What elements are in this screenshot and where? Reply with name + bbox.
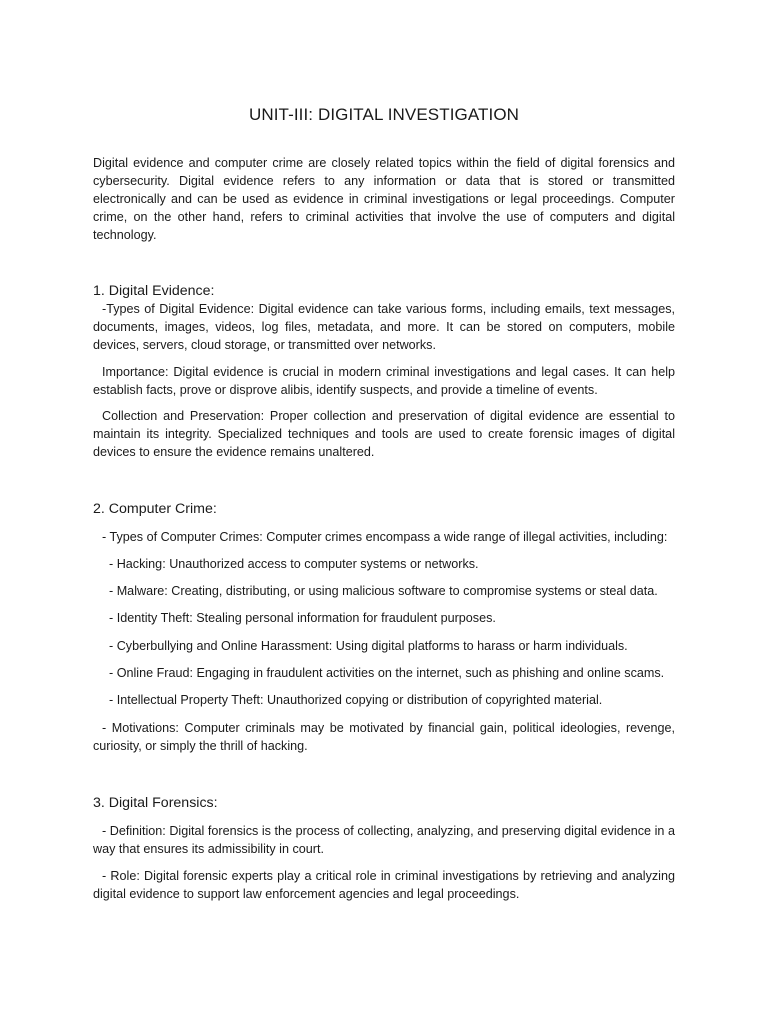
section-heading-digital-forensics: 3. Digital Forensics: [93, 795, 218, 811]
document-title: UNIT-III: DIGITAL INVESTIGATION [248, 105, 520, 124]
list-item-cyberbullying: - Cyberbullying and Online Harassment: Using digital platforms to harass or harm individuals. [109, 639, 628, 653]
paragraph-types-of-digital-evidence: -Types of Digital Evidence: Digital evidence can take various forms, including emails, text messages, documents, images, videos, log files, metadata, and more. It can be stored on computers, mobile devices, servers, cloud storage, or transmitted over networks. [93, 302, 675, 352]
section-heading-computer-crime: 2. Computer Crime: [93, 501, 217, 517]
paragraph-importance: Importance: Digital evidence is crucial in modern criminal investigations and legal cases. It can help establish facts, prove or disprove alibis, identify suspects, and provide a timeline of events. [93, 365, 675, 397]
intro-paragraph: Digital evidence and computer crime are closely related topics within the field of digital forensics and cybersecurity. Digital evidence refers to any information or data that is stored or transmitted electronically and can be used as evidence in criminal investigations or legal proceedings. Computer crime, on the other hand, refers to criminal activities that involve the use of computers and digital technology. [93, 156, 675, 242]
list-item-identity-theft: - Identity Theft: Stealing personal information for fraudulent purposes. [109, 611, 496, 625]
list-item-hacking: - Hacking: Unauthorized access to computer systems or networks. [109, 557, 479, 571]
list-item-malware: - Malware: Creating, distributing, or using malicious software to compromise systems or steal data. [109, 584, 658, 598]
paragraph-role: - Role: Digital forensic experts play a critical role in criminal investigations by retrieving and analyzing digital evidence to support law enforcement agencies and legal proceedings. [93, 869, 675, 901]
paragraph-collection-preservation: Collection and Preservation: Proper collection and preservation of digital evidence are essential to maintain its integrity. Specialized techniques and tools are used to create forensic images of digital devices to ensure the evidence remains unaltered. [93, 409, 675, 459]
paragraph-definition: - Definition: Digital forensics is the process of collecting, analyzing, and preserving digital evidence in a way that ensures its admissibility in court. [93, 824, 675, 856]
list-item-intellectual-property-theft: - Intellectual Property Theft: Unauthorized copying or distribution of copyrighted material. [109, 693, 603, 707]
paragraph-types-of-computer-crimes: - Types of Computer Crimes: Computer crimes encompass a wide range of illegal activities, including: [102, 530, 668, 544]
paragraph-motivations: - Motivations: Computer criminals may be motivated by financial gain, political ideologies, revenge, curiosity, or simply the thrill of hacking. [93, 721, 675, 753]
section-heading-digital-evidence: 1. Digital Evidence: [93, 283, 215, 299]
list-item-online-fraud: - Online Fraud: Engaging in fraudulent activities on the internet, such as phishing and online scams. [109, 666, 665, 680]
